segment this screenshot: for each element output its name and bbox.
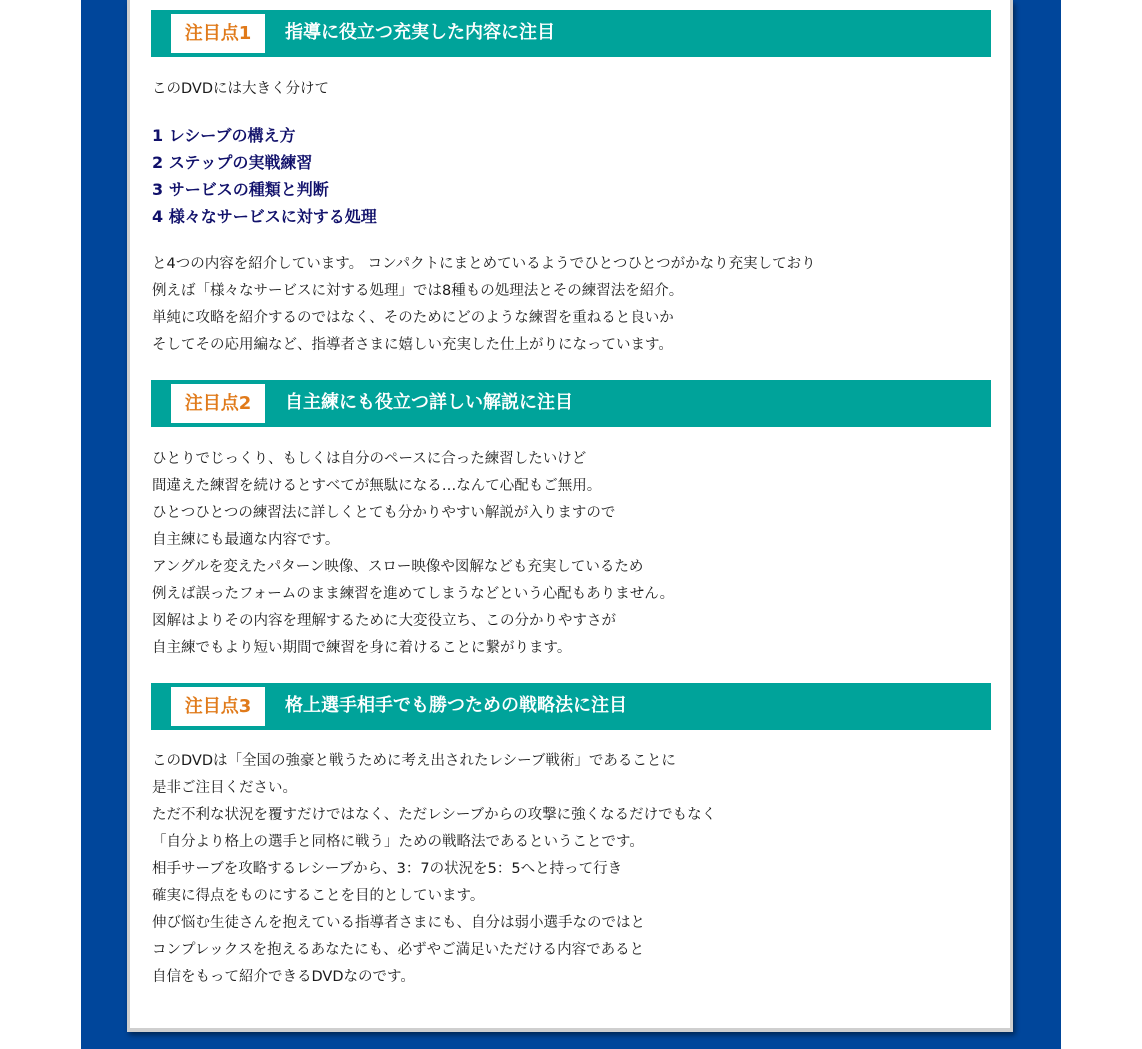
section-heading-1	[151, 10, 991, 57]
body-line: ただ不利な状況を覆すだけではなく、ただレシーブからの攻撃に強くなるだけでもなく	[152, 807, 717, 823]
body-line: 自主練にも最適な内容です。	[152, 532, 340, 548]
body-line: 単純に攻略を紹介するのではなく、そのためにどのような練習を重ねると良いか	[152, 310, 674, 326]
body-line: 伸び悩む生徒さんを抱えている指導者さまにも、自分は弱小選手なのではと	[152, 915, 645, 931]
list-item: 2 ステップの実戦練習	[152, 153, 313, 172]
section-3-body	[152, 748, 716, 991]
body-line: そしてその応用編など、指導者さまに嬉しい充実した仕上がりになっています。	[152, 337, 673, 353]
section-1-body	[152, 251, 816, 359]
section-heading-3	[151, 683, 991, 730]
body-line: と4つの内容を紹介しています。 コンパクトにまとめているようでひとつひとつがかなり充実しており	[152, 256, 816, 272]
section-title-1: 指導に役立つ充実した内容に注目	[285, 22, 555, 43]
body-line: 例えば誤ったフォームのまま練習を進めてしまうなどという心配もありません。	[152, 586, 675, 602]
body-line: 間違えた練習を続けるとすべてが無駄になる…なんて心配もご無用。	[152, 478, 602, 494]
body-line: 確実に得点をものにすることを目的としています。	[152, 888, 485, 904]
list-item: 4 様々なサービスに対する処理	[152, 207, 377, 226]
section-2-body	[152, 446, 674, 662]
body-line: 相手サーブを攻略するレシーブから、3：7の状況を5：5へと持って行き	[152, 861, 623, 877]
body-line: 例えば「様々なサービスに対する処理」では8種もの処理法とその練習法を紹介。	[152, 283, 684, 299]
content-list	[152, 122, 377, 230]
body-line: 図解はよりその内容を理解するために大変役立ち、この分かりやすさが	[152, 613, 616, 629]
body-line: ひとりでじっくり、もしくは自分のペースに合った練習したいけど	[152, 451, 587, 467]
list-item: 3 サービスの種類と判断	[152, 180, 329, 199]
body-line: このDVDは「全国の強豪と戦うために考え出されたレシーブ戦術」であることに	[152, 753, 676, 769]
section-1-intro	[152, 76, 329, 103]
list-item: 1 レシーブの構え方	[152, 126, 296, 145]
body-line: 自信をもって紹介できるDVDなのです。	[152, 969, 415, 985]
section-badge-1: 注目点1	[171, 14, 265, 53]
section-title-3: 格上選手相手でも勝つための戦略法に注目	[285, 695, 627, 716]
body-line: 是非ご注目ください。	[152, 780, 297, 796]
body-line: 「自分より格上の選手と同格に戦う」ための戦略法であるということです。	[152, 834, 644, 850]
section-badge-3: 注目点3	[171, 687, 265, 726]
section-badge-2: 注目点2	[171, 384, 265, 423]
body-line: 自主練でもより短い期間で練習を身に着けることに繋がります。	[152, 640, 572, 656]
body-line: ひとつひとつの練習法に詳しくとても分かりやすい解説が入りますので	[152, 505, 616, 521]
section-heading-2	[151, 380, 991, 427]
section-title-2: 自主練にも役立つ詳しい解説に注目	[285, 392, 573, 413]
body-line: コンプレックスを抱えるあなたにも、必ずやご満足いただける内容であると	[152, 942, 645, 958]
intro-line: このDVDには大きく分けて	[152, 81, 329, 97]
body-line: アングルを変えたパターン映像、スロー映像や図解なども充実しているため	[152, 559, 644, 575]
